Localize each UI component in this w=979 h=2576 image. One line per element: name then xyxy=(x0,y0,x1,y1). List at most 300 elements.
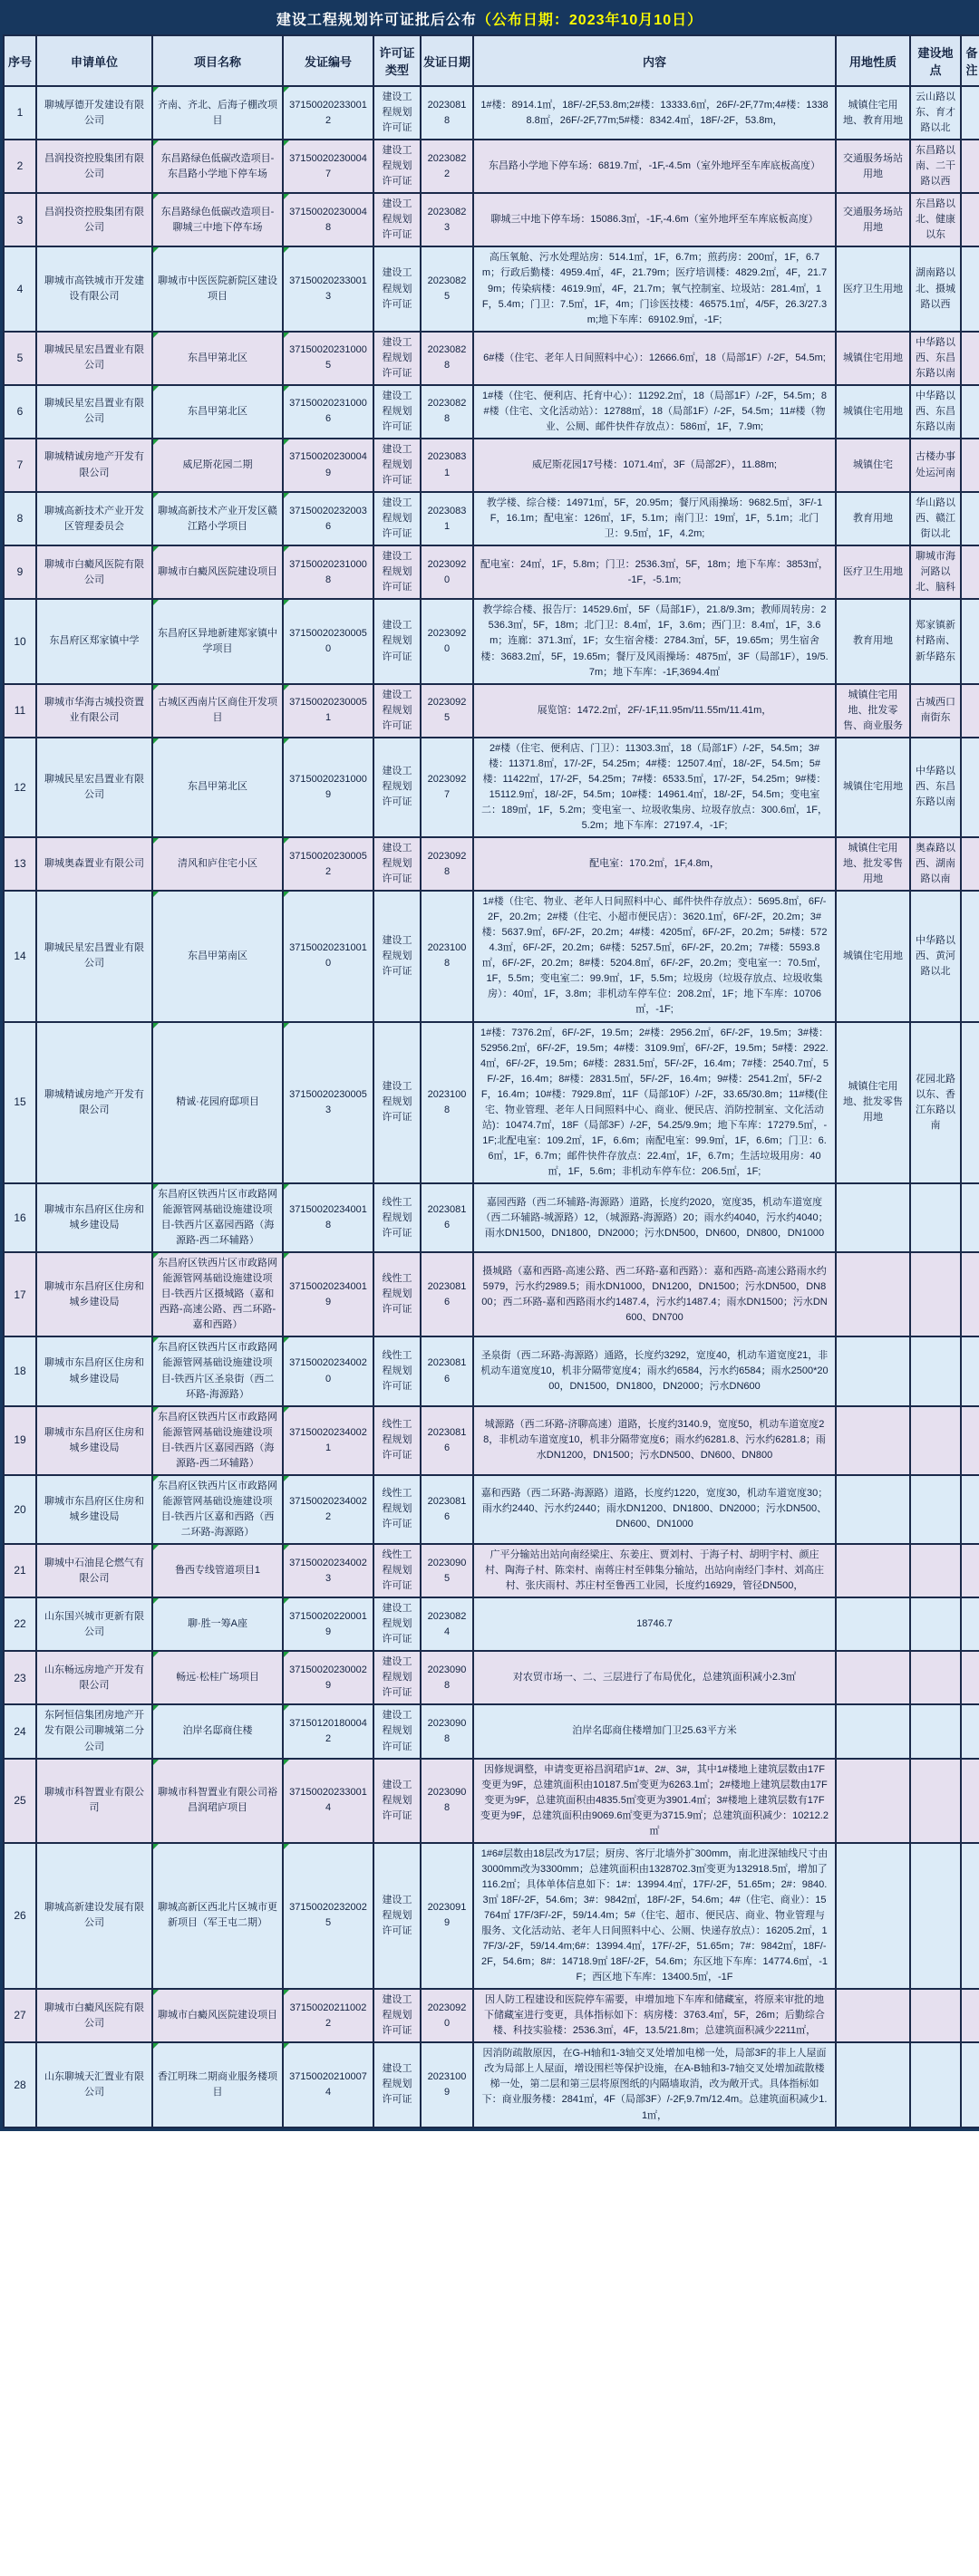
cell-project: 聊城市科智置业有限公司裕昌润珺庐项目 xyxy=(152,1759,283,1843)
cell-location xyxy=(910,1651,961,1704)
cell-no: 25 xyxy=(4,1759,36,1843)
cell-remark xyxy=(961,193,979,246)
cell-no: 17 xyxy=(4,1252,36,1336)
cell-remark xyxy=(961,545,979,599)
cell-no: 4 xyxy=(4,246,36,331)
cell-no: 12 xyxy=(4,738,36,837)
cell-content: 圣泉街（西二环路-海源路）通路，长度约3292，宽度40，机动车道宽度21，非机动车道宽度10，机非分隔带宽度4；雨水约6584，污水约6584；雨水2500*2000，DN1500，DN1800，DN2000；污水DN600 xyxy=(473,1336,836,1405)
cell-location: 中华路以西、东昌东路以南 xyxy=(910,385,961,439)
cell-no: 5 xyxy=(4,332,36,385)
cell-project: 畅远·松桂广场项目 xyxy=(152,1651,283,1704)
cell-location: 云山路以东、育才路以北 xyxy=(910,86,961,140)
cell-land-use: 教育用地 xyxy=(836,599,910,683)
cell-content: 18746.7 xyxy=(473,1597,836,1651)
col-header-cert-no: 发证编号 xyxy=(283,35,373,86)
cell-land-use xyxy=(836,1704,910,1758)
cell-cert-no: 371500202340023 xyxy=(283,1544,373,1597)
cell-applicant: 聊城市东昌府区住房和城乡建设局 xyxy=(36,1475,152,1544)
cell-land-use: 城镇住宅用地、教育用地 xyxy=(836,86,910,140)
cell-project: 精诚·花园府邸项目 xyxy=(152,1022,283,1183)
cell-remark xyxy=(961,738,979,837)
cell-date: 20230928 xyxy=(421,837,473,891)
cell-land-use xyxy=(836,1406,910,1475)
cell-applicant: 聊城市东昌府区住房和城乡建设局 xyxy=(36,1252,152,1336)
table-row xyxy=(4,1183,979,1252)
cell-land-use xyxy=(836,1651,910,1704)
cell-project: 东昌府区铁西片区市政路网能源管网基础设施建设项目-铁西片区嘉和西路（西二环路-海源路） xyxy=(152,1475,283,1544)
table-row xyxy=(4,86,979,140)
cell-project: 鲁西专线管道项目1 xyxy=(152,1544,283,1597)
cell-location xyxy=(910,1704,961,1758)
cell-project: 齐南、齐北、后海子棚改项目 xyxy=(152,86,283,140)
cell-permit-type: 建设工程规划许可证 xyxy=(373,193,421,246)
cell-remark xyxy=(961,1651,979,1704)
cell-project: 东昌路绿色低碳改造项目-聊城三中地下停车场 xyxy=(152,193,283,246)
cell-remark xyxy=(961,86,979,140)
cell-applicant: 聊城民星宏昌置业有限公司 xyxy=(36,738,152,837)
table-row xyxy=(4,738,979,837)
cell-remark xyxy=(961,891,979,1021)
cell-location xyxy=(910,1759,961,1843)
cell-cert-no: 371500202300029 xyxy=(283,1651,373,1704)
cell-cert-no: 371500202300049 xyxy=(283,439,373,492)
page-title-date: （公布日期：2023年10月10日） xyxy=(476,13,703,28)
cell-project: 东昌甲第北区 xyxy=(152,332,283,385)
cell-date: 20230816 xyxy=(421,1406,473,1475)
cell-applicant: 聊城精诚房地产开发有限公司 xyxy=(36,1022,152,1183)
table-row xyxy=(4,1406,979,1475)
cell-location xyxy=(910,1597,961,1651)
cell-no: 8 xyxy=(4,492,36,545)
cell-land-use: 交通服务场站用地 xyxy=(836,140,910,193)
cell-location: 奥森路以西、湖南路以南 xyxy=(910,837,961,891)
cell-cert-no: 371500202310008 xyxy=(283,545,373,599)
col-header-date: 发证日期 xyxy=(421,35,473,86)
col-header-land-use: 用地性质 xyxy=(836,35,910,86)
cell-no: 1 xyxy=(4,86,36,140)
cell-permit-type: 线性工程规划许可证 xyxy=(373,1406,421,1475)
table-row xyxy=(4,439,979,492)
cell-content: 展览馆：1472.2㎡，2F/-1F,11.95m/11.55m/11.41m， xyxy=(473,684,836,738)
cell-cert-no: 371500202340018 xyxy=(283,1183,373,1252)
cell-content: 泊岸名邸商住楼增加门卫25.63平方米 xyxy=(473,1704,836,1758)
table-row xyxy=(4,1252,979,1336)
cell-project: 东昌甲第北区 xyxy=(152,385,283,439)
cell-applicant: 聊城民星宏昌置业有限公司 xyxy=(36,385,152,439)
cell-remark xyxy=(961,246,979,331)
cell-land-use: 教育用地 xyxy=(836,492,910,545)
cell-date: 20230818 xyxy=(421,86,473,140)
cell-land-use: 医疗卫生用地 xyxy=(836,545,910,599)
cell-applicant: 聊城市高铁城市开发建设有限公司 xyxy=(36,246,152,331)
cell-project: 威尼斯花园二期 xyxy=(152,439,283,492)
cell-project: 东昌府区异地新建郑家镇中学项目 xyxy=(152,599,283,683)
cell-project: 东昌路绿色低碳改造项目-东昌路小学地下停车场 xyxy=(152,140,283,193)
table-body xyxy=(4,86,979,2127)
cell-applicant: 山东聊城天汇置业有限公司 xyxy=(36,2042,152,2127)
cell-land-use: 城镇住宅用地、批发零售用地 xyxy=(836,837,910,891)
cell-location: 东昌路以北、健康以东 xyxy=(910,193,961,246)
cell-permit-type: 建设工程规划许可证 xyxy=(373,738,421,837)
cell-remark xyxy=(961,1183,979,1252)
cell-content: 嘉和西路（西二环路-海源路）道路，长度约1220，宽度30，机动车道宽度30；雨水约2440、污水约2440；雨水DN1200、DN1800、DN2000；污水DN500、DN600、DN1000 xyxy=(473,1475,836,1544)
cell-cert-no: 371500202330012 xyxy=(283,86,373,140)
cell-date: 20230927 xyxy=(421,738,473,837)
col-header-applicant: 申请单位 xyxy=(36,35,152,86)
cell-project: 聊城市白癜风医院建设项目 xyxy=(152,545,283,599)
cell-project: 泊岸名邸商住楼 xyxy=(152,1704,283,1758)
cell-date: 20230831 xyxy=(421,492,473,545)
cell-no: 13 xyxy=(4,837,36,891)
cell-cert-no: 371500202300050 xyxy=(283,599,373,683)
cell-date: 20230816 xyxy=(421,1252,473,1336)
cell-date: 20230816 xyxy=(421,1183,473,1252)
cell-land-use xyxy=(836,1989,910,2042)
cell-no: 15 xyxy=(4,1022,36,1183)
cell-permit-type: 建设工程规划许可证 xyxy=(373,2042,421,2127)
cell-content: 2#楼（住宅、便利店、门卫）：11303.3㎡，18（局部1F）/-2F，54.5m；3#楼：11371.8㎡，17/-2F，54.25m；4#楼：12507.4㎡，18/-2F，54.5m；5#楼：11422㎡，17/-2F，54.25m；7#楼：6533.5㎡，17/-2F，54.25m；9#楼：15112.9㎡，18/-2F，54.5m；10#楼：14961.4㎡，18/-2F，54.5m；变电室二：189㎡，1F，5.2m；变电室一、垃圾收集房、垃圾存放点：300.6㎡，1F，5.2m；地下车库：27197.4，-1F; xyxy=(473,738,836,837)
cell-remark xyxy=(961,332,979,385)
table-row xyxy=(4,684,979,738)
cell-location xyxy=(910,1843,961,1989)
cell-cert-no: 371500202340021 xyxy=(283,1406,373,1475)
cell-permit-type: 建设工程规划许可证 xyxy=(373,86,421,140)
cell-cert-no: 371500202340022 xyxy=(283,1475,373,1544)
table-row xyxy=(4,385,979,439)
cell-remark xyxy=(961,140,979,193)
cell-remark xyxy=(961,1336,979,1405)
cell-location: 华山路以西、赣江街以北 xyxy=(910,492,961,545)
cell-permit-type: 线性工程规划许可证 xyxy=(373,1252,421,1336)
cell-no: 10 xyxy=(4,599,36,683)
cell-date: 20230920 xyxy=(421,545,473,599)
cell-permit-type: 建设工程规划许可证 xyxy=(373,1597,421,1651)
table-row xyxy=(4,140,979,193)
cell-applicant: 聊城市东昌府区住房和城乡建设局 xyxy=(36,1336,152,1405)
cell-location xyxy=(910,1252,961,1336)
cell-cert-no: 371500202200019 xyxy=(283,1597,373,1651)
cell-land-use: 城镇住宅用地 xyxy=(836,738,910,837)
cell-content: 因人防工程建设和医院停车需要，申增加地下车库和储藏室，将原来审批的地下储藏室进行变更，具体指标如下：病房楼：3763.4㎡，5F，26m；后勤综合楼、科技实验楼：2536.3㎡，4F，13.5/21.8m；总建筑面积减少2211㎡， xyxy=(473,1989,836,2042)
cell-cert-no: 371500202310005 xyxy=(283,332,373,385)
cell-location: 古城西口南街东 xyxy=(910,684,961,738)
cell-remark xyxy=(961,684,979,738)
cell-permit-type: 建设工程规划许可证 xyxy=(373,1843,421,1989)
cell-no: 21 xyxy=(4,1544,36,1597)
cell-content: 1#楼（住宅、便利店、托育中心）：11292.2㎡，18（局部1F）/-2F，54.5m；8#楼（住宅、文化活动站）：12788㎡，18（局部1F）/-2F，54.5m；11#楼（物业、公厕、邮件快件存放点）：586㎡，1F，7.9m; xyxy=(473,385,836,439)
cell-remark xyxy=(961,1475,979,1544)
cell-location xyxy=(910,1544,961,1597)
cell-content: 教学楼、综合楼：14971㎡，5F，20.95m；餐厅风雨操场：9682.5㎡，3F/-1F，16.1m；配电室：126㎡，1F，5.1m；南门卫：19㎡，1F，5.1m；北门卫：9.5㎡，1F，4.2m; xyxy=(473,492,836,545)
cell-permit-type: 建设工程规划许可证 xyxy=(373,891,421,1021)
cell-location xyxy=(910,1475,961,1544)
cell-applicant: 聊城奥森置业有限公司 xyxy=(36,837,152,891)
cell-project: 东昌甲第北区 xyxy=(152,738,283,837)
cell-content: 摄城路（嘉和西路-高速公路、西二环路-嘉和西路）：嘉和西路-高速公路雨水约5979，污水约2989.5；雨水DN1000，DN1200，DN1500；污水DN500，DN800；西二环路-嘉和西路雨水约1487.4，污水约1487.4；雨水DN1500；污水DN600、DN700 xyxy=(473,1252,836,1336)
cell-permit-type: 建设工程规划许可证 xyxy=(373,837,421,891)
cell-date: 20230920 xyxy=(421,599,473,683)
cell-permit-type: 线性工程规划许可证 xyxy=(373,1336,421,1405)
cell-content: 对农贸市场一、二、三层进行了布局优化，总建筑面积减小2.3㎡ xyxy=(473,1651,836,1704)
cell-date: 20230920 xyxy=(421,1989,473,2042)
cell-location xyxy=(910,1336,961,1405)
cell-location: 中华路以西、东昌东路以南 xyxy=(910,738,961,837)
table-row xyxy=(4,837,979,891)
table-row xyxy=(4,193,979,246)
cell-project: 聊城市中医医院新院区建设项目 xyxy=(152,246,283,331)
col-header-project: 项目名称 xyxy=(152,35,283,86)
cell-no: 28 xyxy=(4,2042,36,2127)
cell-land-use: 城镇住宅用地 xyxy=(836,332,910,385)
table-row xyxy=(4,1989,979,2042)
cell-content: 因修规调整，申请变更裕昌润珺庐1#、2#、3#，其中1#楼地上建筑层数由17F变更为9F，总建筑面积由10187.5㎡变更为6263.1㎡；2#楼地上建筑层数由17F变更为9F，总建筑面积由4835.5㎡变更为3901.4㎡；3#楼地上建筑层数有17F变更为9F，总建筑面积由9069.6㎡变更为3715.9㎡；总建筑面积减少：10212.2㎡ xyxy=(473,1759,836,1843)
col-header-permit-type: 许可证类型 xyxy=(373,35,421,86)
cell-permit-type: 建设工程规划许可证 xyxy=(373,492,421,545)
cell-project: 聊·胜一筹A座 xyxy=(152,1597,283,1651)
cell-permit-type: 建设工程规划许可证 xyxy=(373,385,421,439)
cell-remark xyxy=(961,599,979,683)
cell-date: 20230828 xyxy=(421,385,473,439)
cell-project: 香江明珠二期商业服务楼项目 xyxy=(152,2042,283,2127)
cell-cert-no: 371500202340019 xyxy=(283,1252,373,1336)
cell-project: 聊城高新技术产业开发区赣江路小学项目 xyxy=(152,492,283,545)
cell-land-use: 城镇住宅用地、批发零售、商业服务 xyxy=(836,684,910,738)
cell-land-use: 城镇住宅用地、批发零售用地 xyxy=(836,1022,910,1183)
cell-cert-no: 371500202330014 xyxy=(283,1759,373,1843)
cell-location: 郑家镇新村路南、新华路东 xyxy=(910,599,961,683)
cell-no: 22 xyxy=(4,1597,36,1651)
cell-remark xyxy=(961,1597,979,1651)
table-row xyxy=(4,332,979,385)
cell-remark xyxy=(961,2042,979,2127)
cell-no: 18 xyxy=(4,1336,36,1405)
cell-location xyxy=(910,2042,961,2127)
cell-applicant: 聊城市科智置业有限公司 xyxy=(36,1759,152,1843)
cell-content: 1#6#层数由18层改为17层；厨房、客厅北墙外扩300mm，南北进深轴线尺寸由3000mm改为3300mm；总建筑面积由1328702.3㎡变更为132918.5㎡，增加了116.2㎡；具体单体信息如下：1#：13994.4㎡，17F/-2F，51.65m；2#：9840.3㎡ 18F/-2F，54.6m；3#：9842㎡，18F/-2F，54.6m；4#（住宅、商业）：15764㎡ 17F/3F/-2F，59/14.4m；5#（住宅、超市、便民店、商业、物业管理与服务、文化活动站、老年人日间照料中心、公厕、快递存放点）：16205.2㎡，17F/3/-2F，59/14.4m;6#：13994.4㎡，17F/-2F，51.65m；7#：9842㎡，18F/-2F，54.6m；8#：14718.9㎡ 18F/-2F，54.6m；东区地下车库：14774.6㎡，-1F；西区地下车库：13400.5㎡，-1F xyxy=(473,1843,836,1989)
table-row xyxy=(4,1843,979,1989)
cell-date: 20230816 xyxy=(421,1475,473,1544)
cell-land-use: 城镇住宅用地 xyxy=(836,891,910,1021)
cell-location: 花园北路以东、香江东路以南 xyxy=(910,1022,961,1183)
cell-content: 配电室：24㎡，1F，5.8m；门卫：2536.3㎡，5F，18m；地下车库：3853㎡，-1F，-5.1m; xyxy=(473,545,836,599)
cell-no: 23 xyxy=(4,1651,36,1704)
cell-date: 20230831 xyxy=(421,439,473,492)
cell-cert-no: 371500202320025 xyxy=(283,1843,373,1989)
cell-no: 2 xyxy=(4,140,36,193)
cell-land-use: 城镇住宅 xyxy=(836,439,910,492)
cell-applicant: 聊城市华海古城投资置业有限公司 xyxy=(36,684,152,738)
cell-applicant: 东昌府区郑家镇中学 xyxy=(36,599,152,683)
cell-location: 湖南路以北、摄城路以西 xyxy=(910,246,961,331)
cell-date: 20230919 xyxy=(421,1843,473,1989)
cell-location xyxy=(910,1183,961,1252)
cell-project: 东昌府区铁西片区市政路网能源管网基础设施建设项目-铁西片区摄城路（嘉和西路-高速公路、西二环路-嘉和西路） xyxy=(152,1252,283,1336)
cell-content: 嘉园西路（西二环辅路-海源路）道路，长度约2020，宽度35，机动车道宽度（西二环辅路-城源路）12，（城源路-海源路）20；雨水约4040，污水约4040；雨水DN1500，DN1800，DN2000；污水DN500，DN600，DN800，DN1000 xyxy=(473,1183,836,1252)
cell-date: 20230905 xyxy=(421,1544,473,1597)
cell-land-use xyxy=(836,1597,910,1651)
cell-land-use: 医疗卫生用地 xyxy=(836,246,910,331)
cell-permit-type: 建设工程规划许可证 xyxy=(373,246,421,331)
cell-location: 东昌路以南、二干路以西 xyxy=(910,140,961,193)
cell-remark xyxy=(961,492,979,545)
cell-location: 中华路以西、黄河路以北 xyxy=(910,891,961,1021)
cell-project: 古城区西南片区商住开发项目 xyxy=(152,684,283,738)
cell-remark xyxy=(961,1022,979,1183)
cell-content: 东昌路小学地下停车场：6819.7㎡，-1F,-4.5m（室外地坪至车库底板高度） xyxy=(473,140,836,193)
cell-applicant: 聊城高新建设发展有限公司 xyxy=(36,1843,152,1989)
cell-permit-type: 建设工程规划许可证 xyxy=(373,439,421,492)
cell-permit-type: 线性工程规划许可证 xyxy=(373,1544,421,1597)
cell-content: 广平分输站出站向南经梁庄、东姜庄、贾刘村、于海子村、胡明宇村、颜庄村、陶海子村、陈栾村、南蒋庄村至韩集分输站，出站向南经门李村、刘高庄村、张庆雨村、苏庄村至鲁西工业园，长度约16929，管径DN500， xyxy=(473,1544,836,1597)
cell-applicant: 昌润投资控股集团有限公司 xyxy=(36,193,152,246)
cell-permit-type: 线性工程规划许可证 xyxy=(373,1183,421,1252)
cell-date: 20230828 xyxy=(421,332,473,385)
cell-content: 教学综合楼、报告厅：14529.6㎡，5F（局部1F），21.8/9.3m；教师周转房：2536.3㎡，5F，18m；北门卫：8.4㎡，1F，3.6m；西门卫：8.4㎡，1F，3.6m；连廊：371.3㎡，1F；女生宿舍楼：2784.3㎡，5F，19.65m；男生宿舍楼：3683.2㎡，5F，19.65m；餐厅及风雨操场：4875㎡，3F（局部1F），19/5.7m；地下车库：-1F,3694.4㎡ xyxy=(473,599,836,683)
cell-land-use: 交通服务场站用地 xyxy=(836,193,910,246)
cell-project: 东昌府区铁西片区市政路网能源管网基础设施建设项目-铁西片区嘉园西路（海源路-西二环辅路） xyxy=(152,1406,283,1475)
cell-date: 20231009 xyxy=(421,2042,473,2127)
cell-no: 26 xyxy=(4,1843,36,1989)
cell-remark xyxy=(961,1989,979,2042)
cell-date: 20230908 xyxy=(421,1759,473,1843)
cell-permit-type: 建设工程规划许可证 xyxy=(373,1022,421,1183)
cell-project: 东昌府区铁西片区市政路网能源管网基础设施建设项目-铁西片区圣泉街（西二环路-海源路） xyxy=(152,1336,283,1405)
cell-content: 配电室：170.2㎡，1F,4.8m， xyxy=(473,837,836,891)
cell-remark xyxy=(961,1544,979,1597)
table-row xyxy=(4,1704,979,1758)
cell-cert-no: 371500202310006 xyxy=(283,385,373,439)
cell-no: 27 xyxy=(4,1989,36,2042)
cell-date: 20230822 xyxy=(421,140,473,193)
cell-cert-no: 371501201800042 xyxy=(283,1704,373,1758)
cell-project: 聊城市白癜风医院建设项目 xyxy=(152,1989,283,2042)
cell-permit-type: 建设工程规划许可证 xyxy=(373,1651,421,1704)
table-row xyxy=(4,1651,979,1704)
cell-land-use xyxy=(836,1336,910,1405)
cell-date: 20231008 xyxy=(421,891,473,1021)
cell-date: 20230908 xyxy=(421,1651,473,1704)
cell-cert-no: 371500202300047 xyxy=(283,140,373,193)
cell-location xyxy=(910,1406,961,1475)
cell-content: 1#楼：8914.1㎡，18F/-2F,53.8m;2#楼：13333.6㎡，26F/-2F,77m;4#楼：13388.8㎡，26F/-2F,77m;5#楼：8342.4㎡，18F/-2F，53.8m， xyxy=(473,86,836,140)
cell-remark xyxy=(961,1759,979,1843)
header-row xyxy=(4,35,979,86)
cell-applicant: 聊城高新技术产业开发区管理委员会 xyxy=(36,492,152,545)
table-row xyxy=(4,246,979,331)
cell-remark xyxy=(961,1252,979,1336)
cell-applicant: 聊城民星宏昌置业有限公司 xyxy=(36,891,152,1021)
cell-permit-type: 建设工程规划许可证 xyxy=(373,684,421,738)
cell-applicant: 山东畅远房地产开发有限公司 xyxy=(36,1651,152,1704)
cell-date: 20230824 xyxy=(421,1597,473,1651)
cell-land-use xyxy=(836,1843,910,1989)
col-header-content: 内容 xyxy=(473,35,836,86)
table-row xyxy=(4,1475,979,1544)
cell-date: 20230908 xyxy=(421,1704,473,1758)
cell-cert-no: 371500202300052 xyxy=(283,837,373,891)
cell-no: 11 xyxy=(4,684,36,738)
cell-cert-no: 371500202320036 xyxy=(283,492,373,545)
cell-cert-no: 371500202310010 xyxy=(283,891,373,1021)
cell-permit-type: 线性工程规划许可证 xyxy=(373,1475,421,1544)
cell-land-use: 城镇住宅用地 xyxy=(836,385,910,439)
table-row xyxy=(4,2042,979,2127)
cell-permit-type: 建设工程规划许可证 xyxy=(373,332,421,385)
cell-applicant: 山东国兴城市更新有限公司 xyxy=(36,1597,152,1651)
cell-permit-type: 建设工程规划许可证 xyxy=(373,1704,421,1758)
cell-land-use xyxy=(836,1475,910,1544)
cell-location: 中华路以西、东昌东路以南 xyxy=(910,332,961,385)
cell-applicant: 聊城市白癜风医院有限公司 xyxy=(36,1989,152,2042)
cell-project: 聊城高新区西北片区城市更新项目（军王屯二期） xyxy=(152,1843,283,1989)
cell-date: 20230823 xyxy=(421,193,473,246)
cell-remark xyxy=(961,837,979,891)
cell-location: 聊城市海河路以北、脑科 xyxy=(910,545,961,599)
cell-remark xyxy=(961,1406,979,1475)
cell-remark xyxy=(961,439,979,492)
cell-land-use xyxy=(836,2042,910,2127)
cell-date: 20230925 xyxy=(421,684,473,738)
cell-applicant: 聊城市东昌府区住房和城乡建设局 xyxy=(36,1406,152,1475)
cell-date: 20230825 xyxy=(421,246,473,331)
table-row xyxy=(4,1336,979,1405)
cell-permit-type: 建设工程规划许可证 xyxy=(373,599,421,683)
cell-content: 高压氧舱、污水处理站房：514.1㎡，1F，6.7m；煎药房：200㎡，1F，6.7m；行政后勤楼：4959.4㎡，4F，21.79m；医疗培训楼：4829.2㎡，4F，21.79m；传染病楼：4619.9㎡，4F，21.7m；氧气控制室、垃圾站：281.4㎡，1F，5.4m；门卫：7.5㎡，1F，4m；门诊医技楼：46575.1㎡，4/5F，26.3/27.3m;地下车库：69102.9㎡，-1F; xyxy=(473,246,836,331)
cell-cert-no: 371500202110022 xyxy=(283,1989,373,2042)
cell-content: 6#楼（住宅、老年人日间照料中心）：12666.6㎡，18（局部1F）/-2F，54.5m; xyxy=(473,332,836,385)
cell-permit-type: 建设工程规划许可证 xyxy=(373,545,421,599)
page-title-main: 建设工程规划许可证批后公布 xyxy=(276,13,477,28)
cell-applicant: 东阿恒信集团房地产开发有限公司聊城第二分公司 xyxy=(36,1704,152,1758)
cell-project: 清风和庐住宅小区 xyxy=(152,837,283,891)
table-row xyxy=(4,891,979,1021)
cell-no: 24 xyxy=(4,1704,36,1758)
cell-content: 威尼斯花园17号楼：1071.4㎡，3F（局部2F），11.88m; xyxy=(473,439,836,492)
col-header-no: 序号 xyxy=(4,35,36,86)
cell-no: 6 xyxy=(4,385,36,439)
cell-location: 古楼办事处运河南 xyxy=(910,439,961,492)
cell-applicant: 聊城中石油昆仑燃气有限公司 xyxy=(36,1544,152,1597)
cell-applicant: 聊城民星宏昌置业有限公司 xyxy=(36,332,152,385)
table-row xyxy=(4,1022,979,1183)
cell-land-use xyxy=(836,1252,910,1336)
cell-no: 9 xyxy=(4,545,36,599)
cell-content: 因消防疏散原因，在G-H轴和1-3轴交叉处增加电梯一处，局部3F的非上人屋面改为局部上人屋面，增设围栏等保护设施，在A-B轴和3-7轴交叉处增加疏散楼梯一处，第二层和第三层将原图纸的内隔墙取消，改为敞开式。具体指标如下：商业服务楼：2841㎡，4F（局部3F）/-2F,9.7m/12.4m。总建筑面积减少1.1㎡， xyxy=(473,2042,836,2127)
cell-no: 19 xyxy=(4,1406,36,1475)
cell-no: 3 xyxy=(4,193,36,246)
cell-no: 20 xyxy=(4,1475,36,1544)
cell-date: 20230816 xyxy=(421,1336,473,1405)
cell-permit-type: 建设工程规划许可证 xyxy=(373,140,421,193)
cell-permit-type: 建设工程规划许可证 xyxy=(373,1989,421,2042)
col-header-remark: 备注 xyxy=(961,35,979,86)
table-row xyxy=(4,1759,979,1843)
cell-applicant: 聊城厚德开发建设有限公司 xyxy=(36,86,152,140)
cell-no: 7 xyxy=(4,439,36,492)
cell-no: 16 xyxy=(4,1183,36,1252)
cell-permit-type: 建设工程规划许可证 xyxy=(373,1759,421,1843)
cell-cert-no: 371500202340020 xyxy=(283,1336,373,1405)
cell-cert-no: 371500202330013 xyxy=(283,246,373,331)
cell-applicant: 聊城精诚房地产开发有限公司 xyxy=(36,439,152,492)
table-row xyxy=(4,492,979,545)
table-row xyxy=(4,1544,979,1597)
table-row xyxy=(4,599,979,683)
cell-cert-no: 371500202100074 xyxy=(283,2042,373,2127)
cell-remark xyxy=(961,385,979,439)
cell-no: 14 xyxy=(4,891,36,1021)
cell-project: 东昌府区铁西片区市政路网能源管网基础设施建设项目-铁西片区嘉园西路（海源路-西二环辅路） xyxy=(152,1183,283,1252)
